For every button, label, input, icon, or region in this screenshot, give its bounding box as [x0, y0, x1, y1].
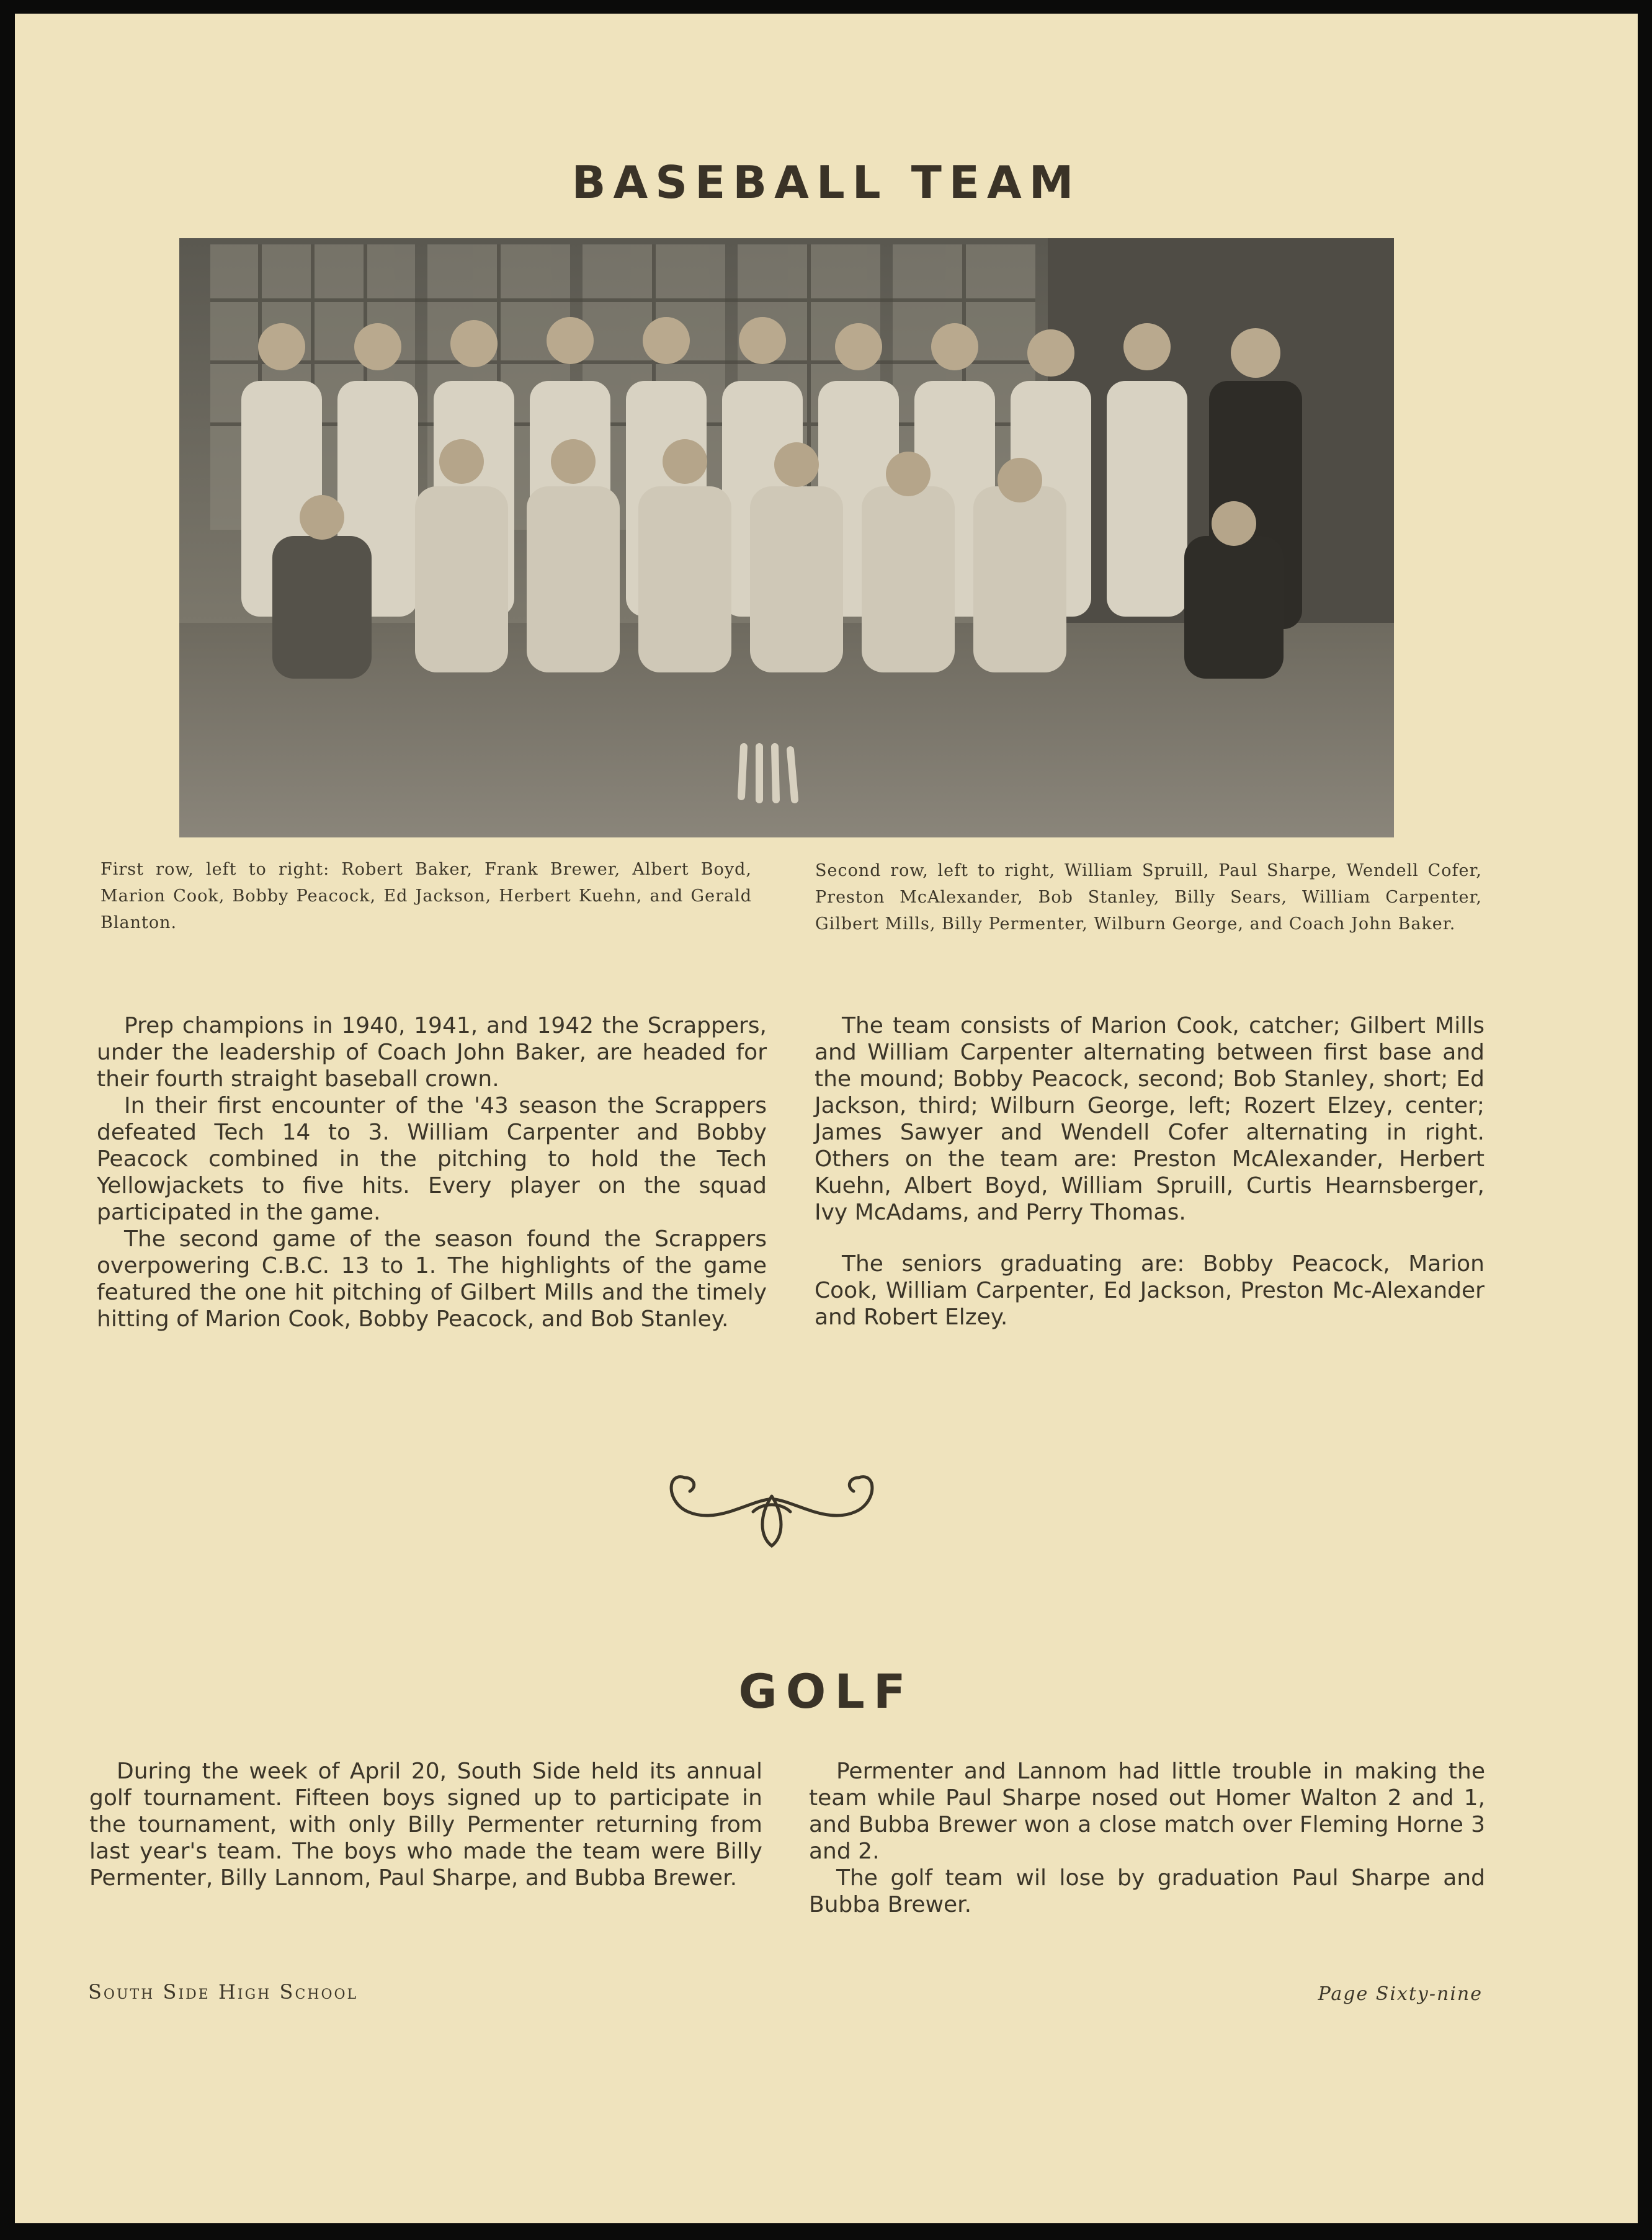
- footer-school-name: South Side High School: [88, 1980, 359, 2004]
- golf-paragraph: The golf team wil lose by graduation Paul Sharpe and Bubba Brewer.: [809, 1865, 1485, 1917]
- footer-page-number: Page Sixty-nine: [1318, 1983, 1483, 2005]
- yearbook-page: [15, 14, 1638, 2223]
- photo-caption-second-row: Second row, left to right, William Spruill, Paul Sharpe, Wendell Cofer, Preston McAlexander, Bob Stanley, Billy Sears, William Carpenter, Gilbert Mills, Billy Permenter, Wilburn George, and Coach John Baker.: [815, 861, 1482, 934]
- photo-caption-first-row: First row, left to right: Robert Baker, Frank Brewer, Albert Boyd, Marion Cook, Bobby Peacock, Ed Jackson, Herbert Kuehn, and Gerald Blanton.: [100, 860, 752, 932]
- flourish-ornament: [660, 1453, 883, 1558]
- baseball-left-column: [97, 1012, 767, 1332]
- golf-paragraph: Permenter and Lannom had little trouble in making the team while Paul Sharpe nosed out Homer Walton 2 and 1, and Bubba Brewer won a close match over Fleming Horne 3 and 2.: [809, 1759, 1485, 1864]
- baseball-right-column: [815, 1012, 1485, 1331]
- baseball-paragraph: The seniors graduating are: Bobby Peacock, Marion Cook, William Carpenter, Ed Jackson, Preston Mc-Alexander and Robert Elzey.: [815, 1251, 1485, 1330]
- golf-left-column: [89, 1758, 762, 1891]
- baseball-heading: BASEBALL TEAM: [571, 156, 1081, 208]
- golf-right-column: [809, 1758, 1485, 1918]
- baseball-paragraph: Prep champions in 1940, 1941, and 1942 the Scrappers, under the leadership of Coach John Baker, are headed for their fourth straight baseball crown.: [97, 1013, 767, 1092]
- golf-heading: GOLF: [738, 1664, 914, 1719]
- team-photo: [179, 238, 1394, 837]
- team-photo-illustration: [179, 238, 1394, 837]
- baseball-paragraph: The second game of the season found the Scrappers overpowering C.B.C. 13 to 1. The highlights of the game featured the one hit pitching of Gilbert Mills and the timely hitting of Marion Cook, Bobby Peacock, and Bob Stanley.: [97, 1226, 767, 1332]
- golf-paragraph: During the week of April 20, South Side held its annual golf tournament. Fifteen boys signed up to participate in the tournament, with only Billy Permenter returning from last year's team. The boys who made the team were Billy Permenter, Billy Lannom, Paul Sharpe, and Bubba Brewer.: [89, 1759, 762, 1891]
- baseball-paragraph: In their first encounter of the '43 season the Scrappers defeated Tech 14 to 3. William Carpenter and Bobby Peacock combined in the pitching to hold the Tech Yellowjackets to five hits. Every player on the squad participated in the game.: [97, 1093, 767, 1225]
- baseball-paragraph: The team consists of Marion Cook, catcher; Gilbert Mills and William Carpenter alternating between first base and the mound; Bobby Peacock, second; Bob Stanley, short; Ed Jackson, third; Wilburn George, left; Rozert Elzey, center; James Sawyer and Wendell Cofer alternating in right. Others on the team are: Preston McAlexander, Herbert Kuehn, Albert Boyd, William Spruill, Curtis Hearnsberger, Ivy McAdams, and Perry Thomas.: [815, 1013, 1485, 1225]
